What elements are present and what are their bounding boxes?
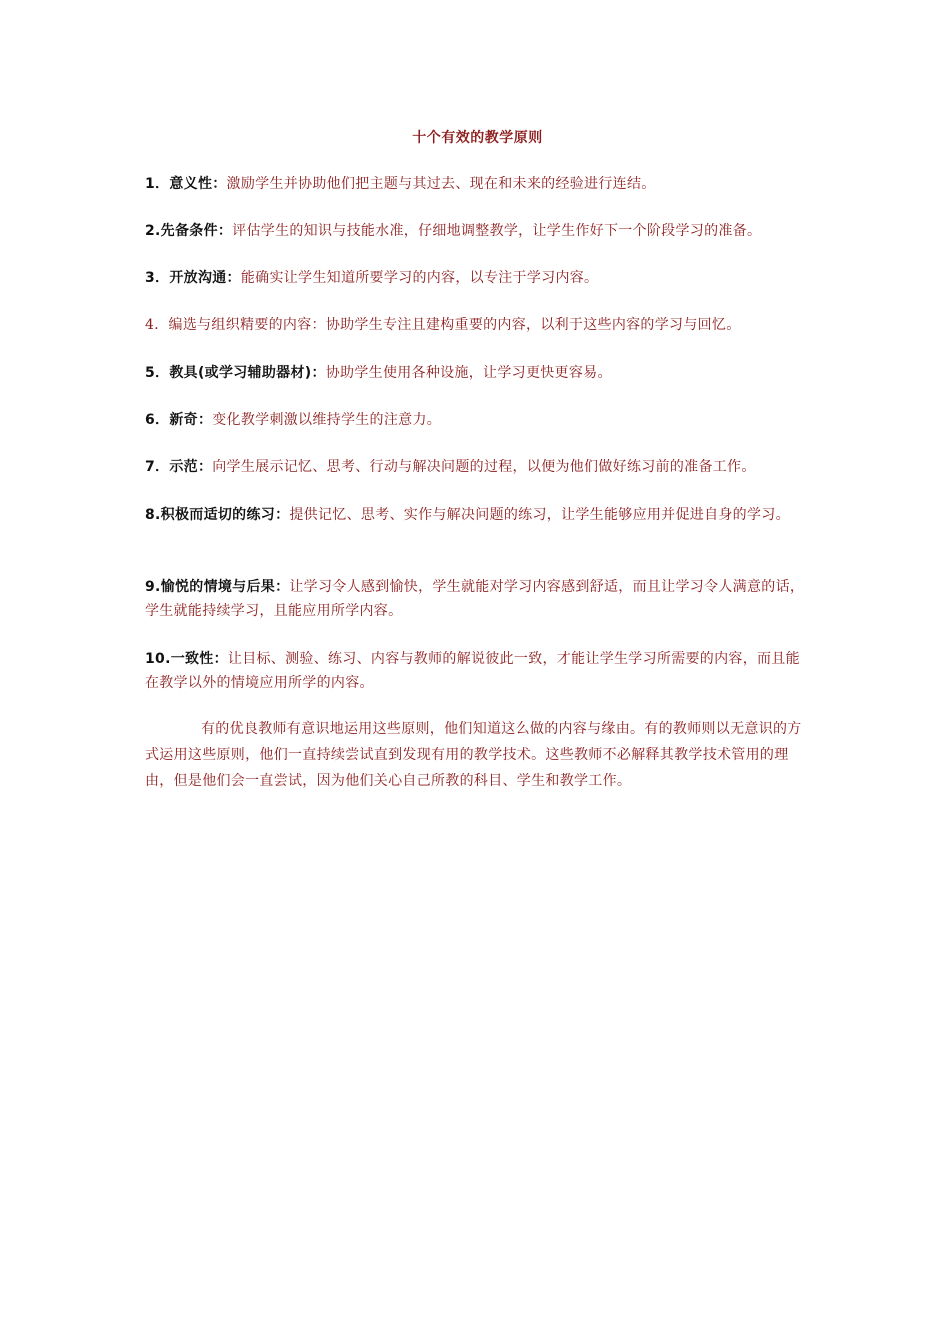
principle-text: 让目标、测验、练习、内容与教师的解说彼此一致，才能让学生学习所需要的内容，而且能在教学以外的情境应用所学的内容。: [145, 651, 800, 691]
principle-1: [145, 172, 810, 196]
principle-number: 5．: [145, 365, 170, 381]
principle-label: 新奇：: [169, 412, 213, 428]
closing-paragraph: 有的优良教师有意识地运用这些原则，他们知道这么做的内容与缘由。有的教师则以无意识的方式运用这些原则，他们一直持续尝试直到发现有用的教学技术。这些教师不必解释其教学技术管用的理由，但是他们会一直尝试，因为他们关心自己所教的科目、学生和教学工作。: [145, 721, 802, 789]
principle-text: 协助学生使用各种设施，让学习更快更容易。: [325, 365, 612, 381]
principle-number: 7．: [145, 459, 170, 475]
principle-number: 8.: [145, 507, 161, 523]
principle-number: 9.: [145, 579, 161, 595]
principle-6: [145, 408, 810, 432]
principle-text: 变化教学刺激以维持学生的注意力。: [212, 412, 442, 428]
principle-4: [145, 313, 810, 337]
document-title: 十个有效的教学原则: [412, 130, 543, 146]
principle-label: 意义性：: [169, 176, 227, 192]
principle-text: 激励学生并协助他们把主题与其过去、现在和未来的经验进行连结。: [226, 176, 656, 192]
principle-label: 示范：: [169, 459, 213, 475]
principle-text: 让学习令人感到愉快，学生就能对学习内容感到舒适，而且让学习令人满意的话，学生就能持续学习，且能应用所学内容。: [145, 579, 805, 619]
principle-5: [145, 361, 810, 385]
principle-8: [145, 503, 810, 527]
principle-text: 评估学生的知识与技能水准，仔细地调整教学，让学生作好下一个阶段学习的准备。: [232, 223, 762, 239]
principle-label: 先备条件：: [160, 223, 233, 239]
principle-10: [145, 647, 810, 695]
principle-label: 开放沟通：: [169, 270, 241, 286]
principle-label: 愉悦的情境与后果：: [160, 579, 290, 595]
principle-number: 10.: [145, 651, 171, 667]
principle-label: 积极而适切的练习：: [160, 507, 290, 523]
principle-text: 能确实让学生知道所要学习的内容，以专注于学习内容。: [240, 270, 599, 286]
principle-text: 协助学生专注且建构重要的内容，以利于这些内容的学习与回忆。: [325, 317, 741, 333]
principle-2: [145, 219, 810, 243]
principle-9: [145, 575, 810, 623]
principle-number: 2.: [145, 223, 161, 239]
principle-number: 3．: [145, 270, 170, 286]
principle-label: 编选与组织精要的内容：: [168, 317, 326, 333]
principle-text: 提供记忆、思考、实作与解决问题的练习，让学生能够应用并促进自身的学习。: [289, 507, 790, 523]
principle-number: 4．: [145, 317, 169, 333]
principle-7: [145, 455, 810, 479]
principle-3: [145, 266, 810, 290]
principle-number: 6．: [145, 412, 170, 428]
principle-label: 一致性：: [170, 651, 228, 667]
principle-number: 1．: [145, 176, 170, 192]
principle-text: 向学生展示记忆、思考、行动与解决问题的过程，以便为他们做好练习前的准备工作。: [212, 459, 756, 475]
principle-label: 教具(或学习辅助器材)：: [169, 365, 326, 381]
